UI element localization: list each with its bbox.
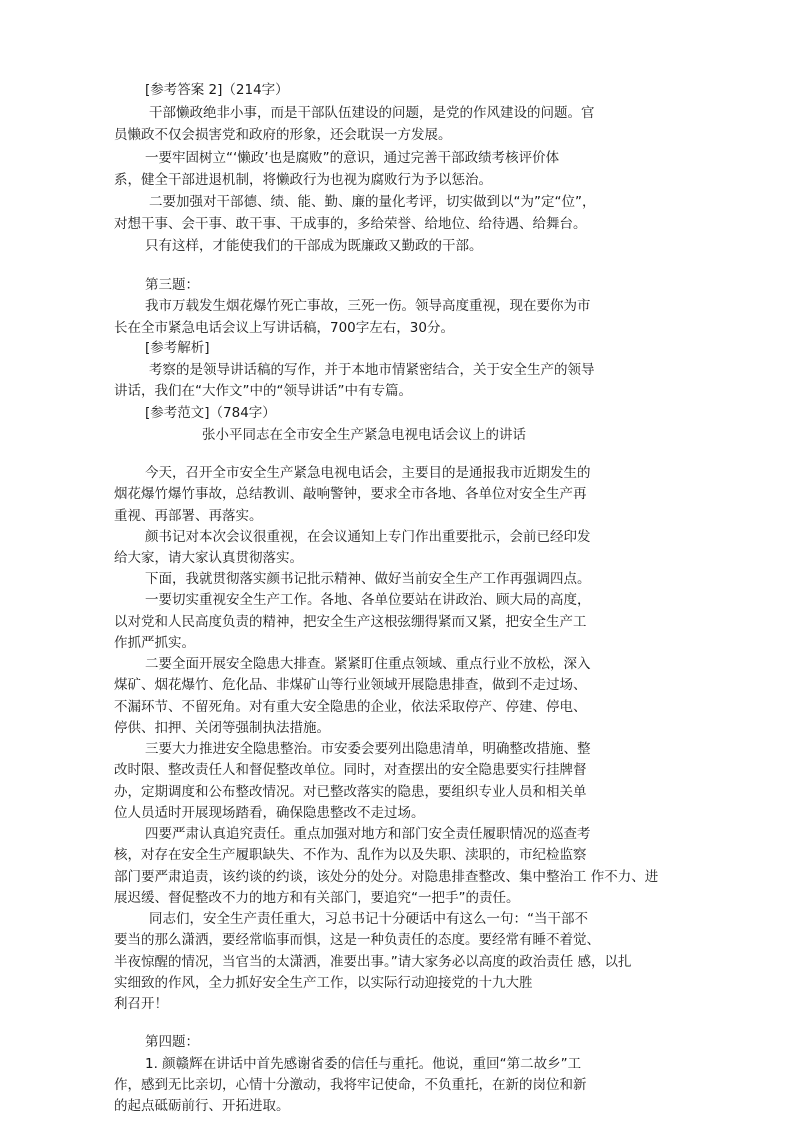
speech-line: 部门要严肃追责，该约谈的约谈，该处分的处分。对隐患排查整改、集中整治工 作不力、进 bbox=[114, 869, 659, 885]
speech-line: 同志们，安全生产责任重大，习总书记十分硬话中有这么一句：“当干部不 bbox=[149, 911, 588, 927]
answer2-line: 二要加强对干部德、绩、能、勤、廉的量化考评，切实做到以“为”定“位”， bbox=[149, 194, 596, 210]
speech-line: 颜书记对本次会议很重视，在会议通知上专门作出重要批示，会前已经印发 bbox=[145, 529, 591, 545]
analysis-header: [参考解析] bbox=[145, 340, 210, 356]
speech-line: 下面，我就贯彻落实颜书记批示精神、做好当前安全生产工作再强调四点。 bbox=[145, 571, 591, 587]
speech-line: 要当的那么潇洒，要经常临事而惧，这是一种负责任的态度。要经常有睡不着觉、 bbox=[114, 932, 600, 948]
speech-line: 核，对存在安全生产履职缺失、不作为、乱作为以及失职、渎职的，市纪检监察 bbox=[114, 847, 587, 863]
speech-line: 三要大力推进安全隐患整治。市安委会要列出隐患清单，明确整改措施、整 bbox=[145, 741, 591, 757]
speech-line: 二要全面开展安全隐患大排查。紧紧盯住重点领域、重点行业不放松，深入 bbox=[145, 656, 591, 672]
answer2-header: [参考答案 2]（214字） bbox=[145, 82, 289, 98]
question4-line: 作，感到无比亲切，心情十分激动，我将牢记使命，不负重托，在新的岗位和新 bbox=[114, 1077, 587, 1093]
speech-line: 烟花爆竹爆竹事故，总结教训、敲响警钟，要求全市各地、各单位对安全生产再 bbox=[114, 486, 587, 502]
sample-header: [参考范文]（784字） bbox=[145, 405, 276, 421]
speech-line: 不漏环节、不留死角。对有重大安全隐患的企业，依法采取停产、停建、停电、 bbox=[114, 699, 587, 715]
question3-line: 我市万载发生烟花爆竹死亡事故，三死一伤。领导高度重视，现在要你为市 bbox=[145, 298, 591, 314]
speech-line: 作抓严抓实。 bbox=[114, 635, 195, 651]
speech-line: 办，定期调度和公布整改情况。对已整改落实的隐患，要组织专业人员和相关单 bbox=[114, 784, 587, 800]
answer2-line: 一要牢固树立“‘懒政’也是腐败”的意识，通过完善干部政绩考核评价体 bbox=[145, 150, 560, 166]
speech-line: 改时限、整改责任人和督促整改单位。同时，对查摆出的安全隐患要实行挂牌督 bbox=[114, 762, 587, 778]
question3-header: 第三题： bbox=[145, 277, 199, 293]
speech-line: 停供、扣押、关闭等强制执法措施。 bbox=[114, 720, 330, 736]
answer2-line: 对想干事、会干事、敢干事、干成事的，多给荣誉、给地位、给待遇、给舞台。 bbox=[114, 216, 587, 232]
question4-line: 1. 颜赣辉在讲话中首先感谢省委的信任与重托。他说，重回“第二故乡”工 bbox=[145, 1056, 582, 1072]
answer2-line: 系，健全干部进退机制，将懒政行为也视为腐败行为予以惩治。 bbox=[114, 172, 492, 188]
speech-line: 给大家，请大家认真贯彻落实。 bbox=[114, 550, 303, 566]
question4-header: 第四题： bbox=[145, 1034, 199, 1050]
answer2-line: 干部懒政绝非小事，而是干部队伍建设的问题，是党的作风建设的问题。官 bbox=[149, 105, 595, 121]
analysis-line: 讲话，我们在“大作文”中的“领导讲话”中有专篇。 bbox=[114, 383, 412, 399]
speech-line: 今天，召开全市安全生产紧急电视电话会，主要目的是通报我市近期发生的 bbox=[145, 465, 591, 481]
speech-line: 利召开！ bbox=[114, 996, 168, 1012]
analysis-line: 考察的是领导讲话稿的写作，并于本地市情紧密结合，关于安全生产的领导 bbox=[149, 362, 595, 378]
speech-line: 位人员适时开展现场踏看，确保隐患整改不走过场。 bbox=[114, 805, 425, 821]
speech-line: 半夜惊醒的情况，当官当的太潇洒，准要出事。”请大家务必以高度的政治责任 感，以扎 bbox=[114, 954, 632, 970]
speech-line: 实细致的作风，全力抓好安全生产工作，以实际行动迎接党的十九大胜 bbox=[114, 975, 533, 991]
answer2-line: 员懒政不仅会损害党和政府的形象，还会耽误一方发展。 bbox=[114, 127, 452, 143]
speech-line: 以对党和人民高度负责的精神，把安全生产这根弦绷得紧而又紧，把安全生产工 bbox=[114, 614, 587, 630]
speech-line: 一要切实重视安全生产工作。各地、各单位要站在讲政治、顾大局的高度， bbox=[145, 592, 591, 608]
speech-line: 四要严肃认真追究责任。重点加强对地方和部门安全责任履职情况的巡查考 bbox=[145, 826, 591, 842]
answer2-line: 只有这样，才能使我们的干部成为既廉政又勤政的干部。 bbox=[145, 238, 483, 254]
question4-line: 的起点砥砺前行、开拓进取。 bbox=[114, 1098, 290, 1114]
question3-line: 长在全市紧急电话会议上写讲话稿，700字左右，30分。 bbox=[114, 320, 454, 336]
speech-line: 煤矿、烟花爆竹、危化品、非煤矿山等行业领域开展隐患排查，做到不走过场、 bbox=[114, 677, 587, 693]
speech-line: 展迟缓、督促整改不力的地方和有关部门，要追究“一把手”的责任。 bbox=[114, 890, 520, 906]
speech-line: 重视、再部署、再落实。 bbox=[114, 508, 263, 524]
speech-title: 张小平同志在全市安全生产紧急电视电话会议上的讲话 bbox=[202, 427, 526, 443]
